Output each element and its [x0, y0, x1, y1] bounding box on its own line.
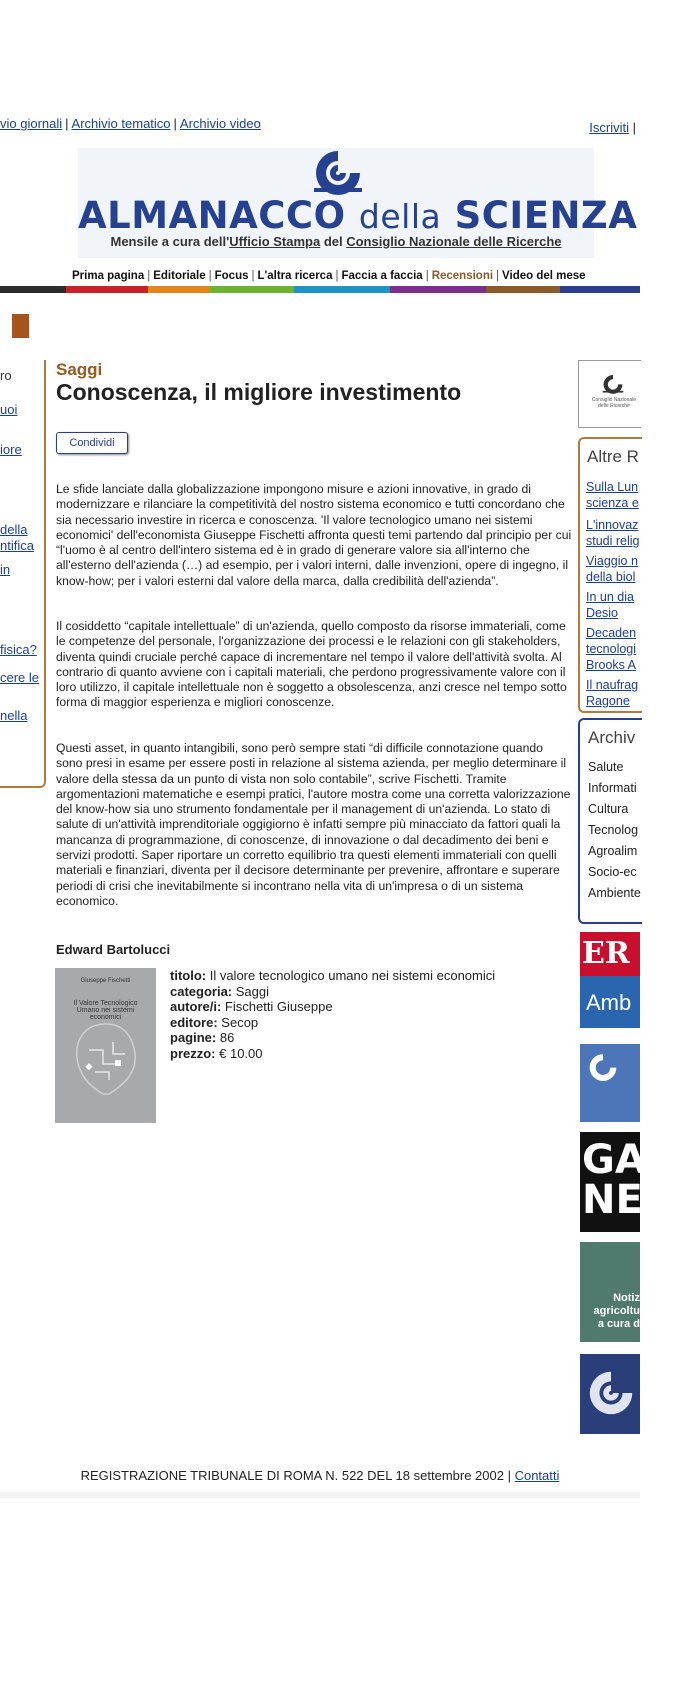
field-label: autore/i:	[170, 999, 222, 1014]
field-value: Saggi	[235, 983, 270, 999]
link-iscriviti[interactable]: Iscriviti	[589, 120, 629, 135]
left-link[interactable]: ntifica	[0, 538, 34, 553]
link-archivio-tematico[interactable]: Archivio tematico	[71, 116, 171, 131]
altre-heading: Altre R	[587, 447, 639, 466]
separator: |	[65, 116, 69, 131]
cover-title: Il Valore Tecnologico Umano nei sistemi economici	[73, 1000, 138, 1021]
cover-author: Giuseppe Fischetti	[80, 978, 131, 984]
notiz-line: Notiz	[613, 1292, 640, 1304]
nav-recensioni[interactable]: Recensioni	[431, 270, 494, 282]
archivio-tematico-box	[578, 718, 642, 924]
amb-text: Amb	[586, 990, 632, 1015]
subtitle-text: Mensile a cura dell'	[110, 234, 230, 249]
field-label: editore:	[170, 1014, 218, 1030]
item-line: Viaggio n	[586, 554, 638, 568]
color-segment	[148, 286, 210, 293]
footer	[0, 1468, 640, 1483]
altre-item[interactable]	[586, 589, 634, 621]
book-field-categoria	[170, 984, 495, 1000]
color-segment	[390, 286, 486, 293]
item-line: In un dia	[586, 590, 634, 604]
left-link[interactable]: in	[0, 562, 11, 577]
color-segment	[560, 286, 640, 293]
altre-item[interactable]	[586, 479, 639, 511]
book-field-prezzo	[170, 1046, 495, 1062]
field-value: 86	[219, 1030, 235, 1045]
field-label: prezzo:	[170, 1045, 216, 1061]
nav-editoriale[interactable]: Editoriale	[153, 270, 206, 282]
field-value: Secop	[221, 1014, 259, 1030]
left-link[interactable]: uoi	[0, 402, 18, 417]
item-line: della biol	[586, 570, 636, 584]
title-almanacco: ALMANACCO	[78, 194, 346, 237]
color-segment	[66, 286, 148, 293]
book-field-pagine	[170, 1030, 495, 1046]
left-link[interactable]: iore	[0, 442, 22, 457]
field-value: Fischetti Giuseppe	[224, 999, 333, 1014]
banner-cnr[interactable]	[580, 1044, 640, 1122]
left-sidebar	[0, 360, 46, 788]
item-line: Ragone	[586, 694, 630, 708]
field-label: titolo:	[170, 968, 207, 983]
gal-line: GAI	[582, 1137, 661, 1183]
share-button[interactable]: Condividi	[56, 432, 128, 454]
separator: |	[496, 270, 500, 282]
cnr-logo-icon	[601, 373, 625, 395]
top-links	[0, 116, 261, 131]
er-text: ER	[582, 936, 630, 971]
item-line: scienza e	[586, 496, 639, 510]
banner-notiziario-agricoltura[interactable]	[580, 1242, 640, 1342]
cnr-logo-box[interactable]	[578, 360, 641, 428]
altre-item[interactable]	[586, 517, 640, 549]
altre-item[interactable]	[586, 553, 638, 585]
left-link[interactable]: nella	[0, 708, 28, 723]
color-segment	[0, 286, 66, 293]
left-link[interactable]: fisica?	[0, 642, 37, 657]
section-marker	[12, 314, 29, 338]
color-segment	[210, 286, 294, 293]
article-paragraph: Questi asset, in quanto intangibili, sono però sempre stati “di difficile connotazione quando sono presi in esame per essere posti in relazione al sistema azienda, per meglio determinare il valore della stessa da un punto di vista non solo contabile”, scrive Fischetti. Tramite argomentazioni matematiche e esempi pratici, l'autore mostra come una corretta valorizzazione del know-how sia uno strumento fondamentale per il management di un'azienda. Lo stato di salute di un'attività imprenditoriale oggigiorno è infatti sempre più minacciato da fattori quali la mancanza di programmazione, di conoscenze, di innovazione o dal decadimento dei beni e servizi prodotti. Saper riportare un corretto equilibrio tra questi elementi immateriali con quelli materiali e finanziari, diventa per il decisore determinante per prevenire, affrontare e superare periodi di crisi che inevitabilmente si incontrano nella vita di un'impresa o di un sistema economico.	[56, 741, 571, 908]
footer-band	[0, 1492, 640, 1498]
field-value: € 10.00	[219, 1045, 263, 1061]
item-line: tecnologi	[586, 642, 637, 656]
notiz-line: agricoltu	[593, 1305, 640, 1317]
separator: |	[208, 270, 212, 282]
article-paragraph: Le sfide lanciate dalla globalizzazione impongono misure e azioni innovative, in grado di modernizzare e rilanciare la competitività del nostro sistema economico e tutti concordano che sia necessario investire in ricerca e conoscenza. 'Il valore tecnologico umano nei sistemi economici' dell'economista Giuseppe Fischetti affronta questi temi partendo dal principio per cui “l'uomo è al centro dell'intero sistema ed è in grado di generare valore sia all'interno che all'esterno dell'azienda (…) ad esempio, per i valori interni, dalle invenzioni, opere di ingegno, il know-how; per i valori esterni dal valore della marca, dalla credibilità dell'azienda”.	[56, 482, 572, 588]
item-line: studi relig	[586, 534, 640, 548]
book-info	[170, 968, 495, 1061]
banner-cnr-2[interactable]	[580, 1354, 640, 1434]
archiv-item-tecnologia[interactable]: Tecnolog	[588, 823, 639, 837]
item-line: L'innovaz	[586, 518, 639, 532]
link-ufficio-stampa[interactable]: Ufficio Stampa	[229, 234, 321, 249]
item-line: Sulla Lun	[586, 480, 639, 494]
book-field-autore	[170, 999, 495, 1015]
nav-color-bar	[0, 286, 640, 293]
banner-er[interactable]	[580, 932, 640, 976]
banner-ambiente[interactable]	[580, 976, 640, 1028]
field-label: pagine:	[170, 1030, 217, 1045]
masthead	[78, 148, 638, 258]
item-line: Desio	[586, 606, 618, 620]
left-fragment: ro	[0, 368, 12, 383]
altre-item[interactable]	[586, 625, 636, 673]
cnr-caption: Consiglio Nazionale delle Ricerche	[591, 397, 637, 409]
separator: |	[251, 270, 255, 282]
archiv-heading: Archiv	[588, 728, 636, 747]
archiv-item-salute[interactable]: Salute	[588, 760, 624, 774]
item-line: Decaden	[586, 626, 637, 640]
article-title: Conoscenza, il migliore investimento	[56, 379, 462, 405]
title-scienza: SCIENZA	[454, 194, 638, 237]
separator: |	[425, 270, 429, 282]
archiv-item-informatica[interactable]: Informati	[588, 781, 637, 795]
nav-video-del-mese[interactable]: Video del mese	[502, 270, 586, 282]
masthead-subtitle	[78, 234, 594, 249]
article-paragraph: Il cosiddetto “capitale intellettuale” di un'azienda, quello composto da risorse immateriali, come le competenze del personale, l'organizzazione dei processi e le relazioni con gli stakeholders, diventa quindi cruciale perché capace di incrementare nel tempo il valore dell'attività svolta. Al contrario di quanto avviene con i capitali materiali, che perdono progressivamente valore con il loro utilizzo, il capitale intellettuale non è soggetto a obsolescenza, anzi cresce nel tempo sotto forma di maggior esperienza e migliori conoscenze.	[56, 619, 567, 710]
nav-altra-ricerca[interactable]: L'altra ricerca	[257, 270, 333, 282]
link-contatti[interactable]: Contatti	[514, 1468, 560, 1483]
separator: |	[335, 270, 339, 282]
link-cnr[interactable]: Consiglio Nazionale delle Ricerche	[346, 234, 562, 249]
separator: |	[147, 270, 151, 282]
gal-text	[582, 1137, 674, 1223]
left-link[interactable]: cere le	[0, 670, 40, 685]
footer-text: REGISTRAZIONE TRIBUNALE DI ROMA N. 522 DEL 18 settembre 2002 |	[80, 1468, 515, 1483]
article-category: Saggi	[56, 360, 103, 379]
notiz-text	[580, 1292, 640, 1331]
color-segment	[294, 286, 390, 293]
archiv-item-ambiente[interactable]: Ambiente	[588, 886, 641, 900]
book-field-titolo	[170, 968, 495, 984]
color-segment	[486, 286, 560, 293]
link-archivio-giornali[interactable]: vio giornali	[0, 116, 63, 131]
cnr-logo-icon[interactable]	[310, 148, 366, 196]
nav-focus[interactable]: Focus	[214, 270, 249, 282]
nav-faccia-a-faccia[interactable]: Faccia a faccia	[341, 270, 423, 282]
book-cover-image[interactable]	[55, 968, 156, 1123]
title-della: della	[358, 197, 442, 236]
subtitle-text: del	[320, 234, 347, 249]
nav-prima-pagina[interactable]: Prima pagina	[72, 270, 145, 282]
field-value: Il valore tecnologico umano nei sistemi economici	[209, 968, 496, 983]
iscriviti-area	[589, 120, 636, 135]
notiz-line: a cura d	[597, 1318, 640, 1330]
masthead-title[interactable]	[78, 194, 638, 237]
item-line: Brooks A	[586, 658, 637, 672]
altre-recensioni-box	[578, 437, 642, 713]
main-nav	[72, 270, 586, 282]
altre-item[interactable]	[586, 677, 638, 709]
item-line: Il naufrag	[586, 678, 639, 692]
cnr-logo-icon	[584, 1368, 638, 1416]
left-link[interactable]: della	[0, 522, 28, 537]
article-author: Edward Bartolucci	[56, 942, 171, 957]
book-field-editore	[170, 1015, 495, 1031]
separator: |	[173, 116, 177, 131]
separator: |	[632, 120, 636, 135]
banner-galileo-news[interactable]	[580, 1132, 674, 1232]
gal-line: NEV	[582, 1177, 674, 1223]
field-label: categoria:	[170, 983, 233, 999]
archiv-item-agroalimentare[interactable]: Agroalim	[588, 844, 638, 858]
circuit-head-icon	[69, 1020, 143, 1100]
archiv-item-socio-economia[interactable]: Socio-ec	[588, 865, 637, 879]
cnr-logo-icon	[586, 1052, 620, 1082]
archiv-item-cultura[interactable]: Cultura	[588, 802, 629, 816]
link-archivio-video[interactable]: Archivio video	[179, 116, 261, 131]
